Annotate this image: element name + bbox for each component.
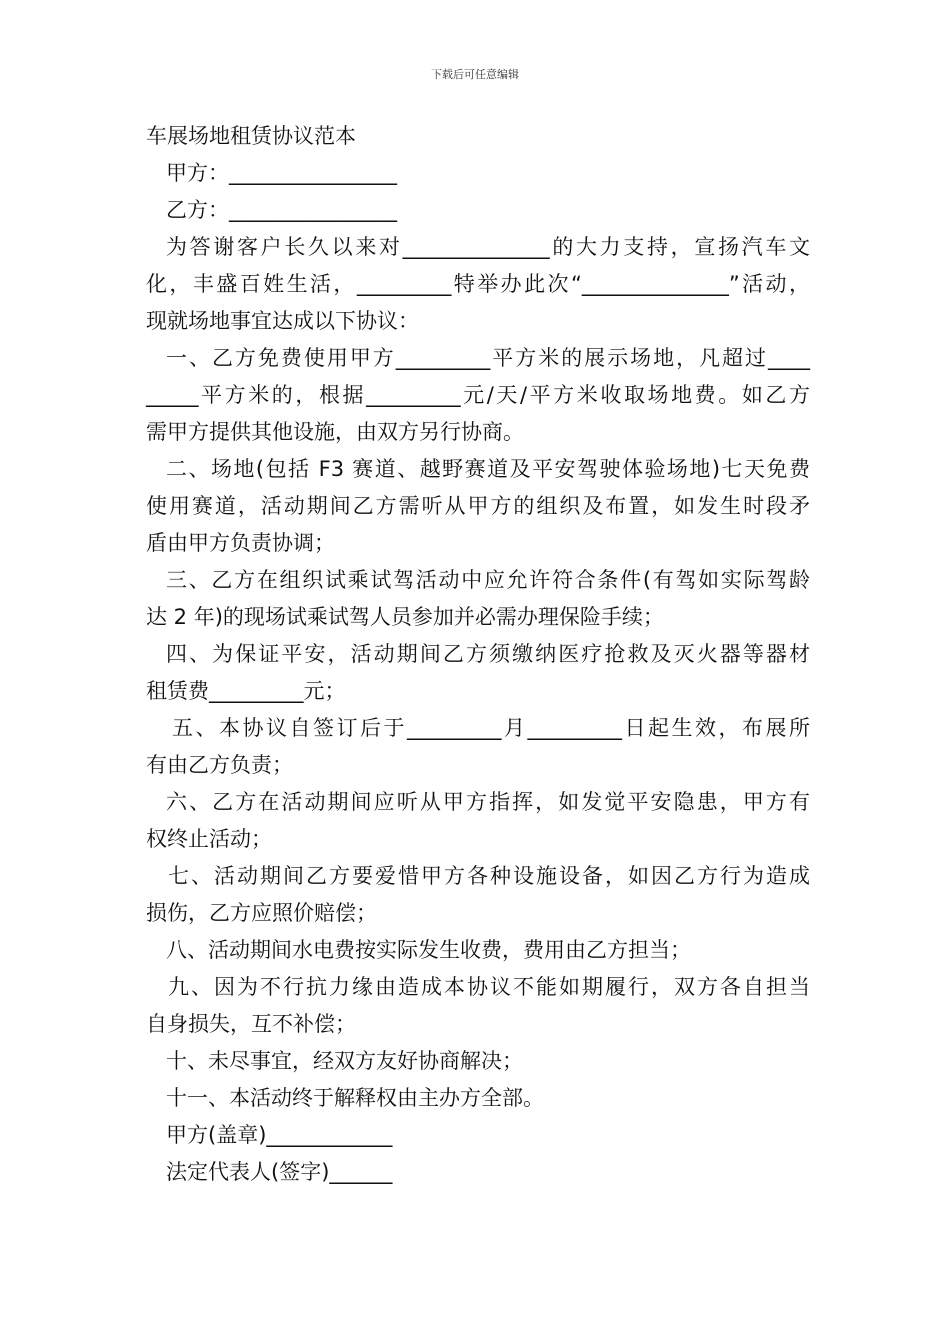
clause-10-line-1: 十、未尽事宜，经双方友好协商解决； [166,1049,523,1073]
clause-8-line-1: 八、活动期间水电费按实际发生收费，费用由乙方担当； [166,938,691,962]
clause-4-line-2: 租赁费_________元； [146,679,346,703]
clause-1-line-3: 需甲方提供其他设施，由双方另行协商。 [146,420,524,444]
document-body [146,118,810,1191]
clause-9-line-2: 自身损失，互不补偿； [146,1012,356,1036]
party-b-line: 乙方：________________ [166,198,397,222]
clause-4-line-1: 四、为保证平安，活动期间乙方须缴纳医疗抢救及灭火器等器材 [166,642,810,666]
intro-line-2: 化，丰盛百姓生活，_________特举办此次“______________”活动， [146,272,810,296]
intro-line-3: 现就场地事宜达成以下协议： [146,309,419,333]
clause-1-line-1: 一、乙方免费使用甲方_________平方米的展示场地，凡超过____ [166,346,810,370]
clause-7-line-1: 七、活动期间乙方要爱惜甲方各种设施设备，如因乙方行为造成 [168,864,810,888]
document-title: 车展场地租赁协议范本 [146,124,356,148]
clause-7-line-2: 损伤，乙方应照价赔偿； [146,901,377,925]
party-a-seal-line: 甲方(盖章)____________ [166,1123,393,1147]
clause-6-line-2: 权终止活动； [146,827,272,851]
clause-6-line-1: 六、乙方在活动期间应听从甲方指挥，如发觉平安隐患，甲方有 [166,790,810,814]
clause-5-line-1: 五、本协议自签订后于_________月_________日起生效，布展所 [172,716,810,740]
legal-representative-line: 法定代表人(签字)______ [166,1160,393,1184]
clause-2-line-3: 盾由甲方负责协调； [146,531,335,555]
header-note: 下载后可任意编辑 [431,68,519,81]
clause-2-line-1: 二、场地(包括 F3 赛道、越野赛道及平安驾驶体验场地)七天免费 [166,457,810,481]
clause-5-line-2: 有由乙方负责； [146,753,293,777]
clause-2-line-2: 使用赛道，活动期间乙方需听从甲方的组织及布置，如发生时段矛 [146,494,810,518]
clause-9-line-1: 九、因为不行抗力缘由造成本协议不能如期履行，双方各自担当 [168,975,810,999]
clause-3-line-1: 三、乙方在组织试乘试驾活动中应允许符合条件(有驾如实际驾龄 [166,568,810,592]
clause-11-line-1: 十一、本活动终于解释权由主办方全部。 [166,1086,544,1110]
intro-line-1: 为答谢客户长久以来对______________的大力支持，宣扬汽车文 [166,235,810,259]
clause-3-line-2: 达 2 年)的现场试乘试驾人员参加并必需办理保险手续； [146,605,664,629]
party-a-line: 甲方：________________ [166,161,397,185]
clause-1-line-2: _____平方米的，根据_________元/天/平方米收取场地费。如乙方 [146,383,810,407]
